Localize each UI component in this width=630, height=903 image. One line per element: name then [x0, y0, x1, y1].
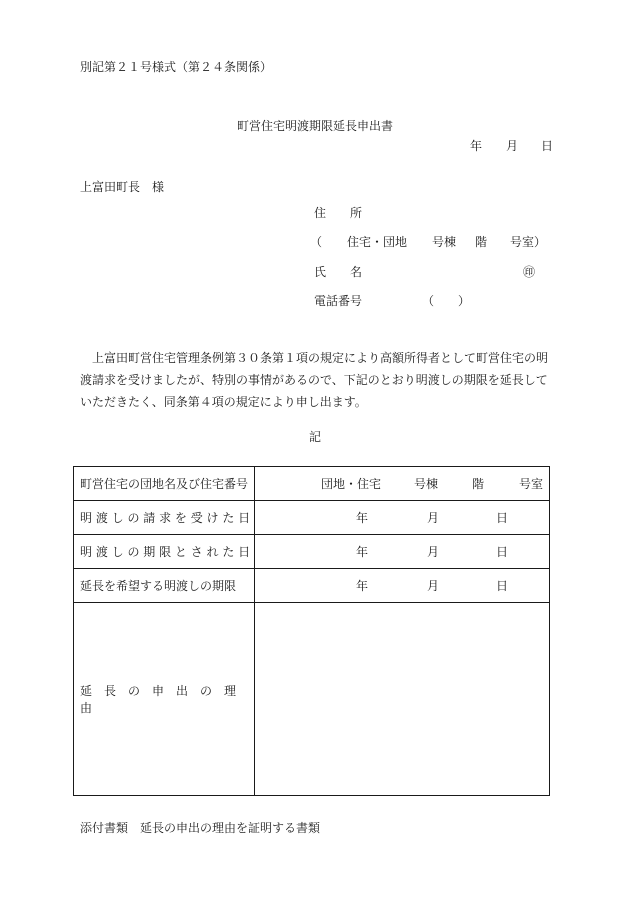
unit-type-label: 住宅・団地 [347, 235, 408, 249]
date-year-label: 年 [470, 139, 483, 153]
table-row [74, 467, 550, 501]
row-label-deadline-date: 明 渡 し の 期 限 と さ れ た 日 [74, 535, 255, 569]
day-label: 日 [496, 579, 509, 593]
record-heading: 記 [309, 430, 322, 444]
date-month-label: 月 [506, 139, 519, 153]
unit-room-label: 号室） [510, 235, 547, 249]
request-date-field[interactable] [255, 501, 550, 535]
addressee: 上富田町長 様 [80, 180, 165, 194]
day-label: 日 [496, 511, 509, 525]
row-label-housing-number: 町営住宅の団地名及び住宅番号 [74, 467, 255, 501]
deadline-date-field[interactable] [255, 535, 550, 569]
unit-open-paren: （ [310, 235, 323, 249]
desired-deadline-field[interactable] [255, 569, 550, 603]
unit-building-label: 号棟 [432, 235, 457, 249]
year-label: 年 [356, 579, 369, 593]
row-label-desired-deadline: 延長を希望する明渡しの期限 [74, 569, 255, 603]
year-label: 年 [356, 511, 369, 525]
phone-label: 電話番号 [314, 294, 363, 308]
extension-reason-field[interactable] [255, 603, 550, 796]
document-title: 町営住宅明渡期限延長申出書 [236, 119, 393, 133]
address-label: 住 所 [314, 206, 363, 220]
month-label: 月 [427, 511, 440, 525]
row-label-request-date: 明 渡 し の 請 求 を 受 け た 日 [74, 501, 255, 535]
table-row [74, 501, 550, 535]
request-body-text: 上富田町営住宅管理条例第３０条第１項の規定により高額所得者として町営住宅の明渡請求を受けましたが、特別の事情があるので、下記のとおり明渡しの期限を延長していただきたく、同条第４項の規定により申し出ます。 [80, 351, 549, 409]
attachment-note: 添付書類 延長の申出の理由を証明する書類 [80, 821, 321, 835]
housing-number-field[interactable] [255, 467, 550, 501]
name-label: 氏 名 [314, 265, 363, 279]
housing-room-label: 号室 [519, 477, 544, 491]
housing-type-label: 団地・住宅 [321, 477, 382, 491]
date-day-label: 日 [541, 139, 554, 153]
housing-floor-label: 階 [472, 477, 485, 491]
seal-icon: ㊞ [523, 265, 536, 279]
table-row [74, 535, 550, 569]
form-reference: 別記第２１号様式（第２４条関係） [80, 60, 273, 74]
table-row [74, 603, 550, 796]
table-row [74, 569, 550, 603]
year-label: 年 [356, 545, 369, 559]
phone-parens: （ ） [422, 294, 471, 308]
month-label: 月 [427, 545, 440, 559]
housing-building-label: 号棟 [414, 477, 439, 491]
record-table [73, 466, 550, 796]
row-label-extension-reason: 延 長 の 申 出 の 理 由 [74, 603, 255, 796]
unit-floor-label: 階 [475, 235, 488, 249]
month-label: 月 [427, 579, 440, 593]
day-label: 日 [496, 545, 509, 559]
